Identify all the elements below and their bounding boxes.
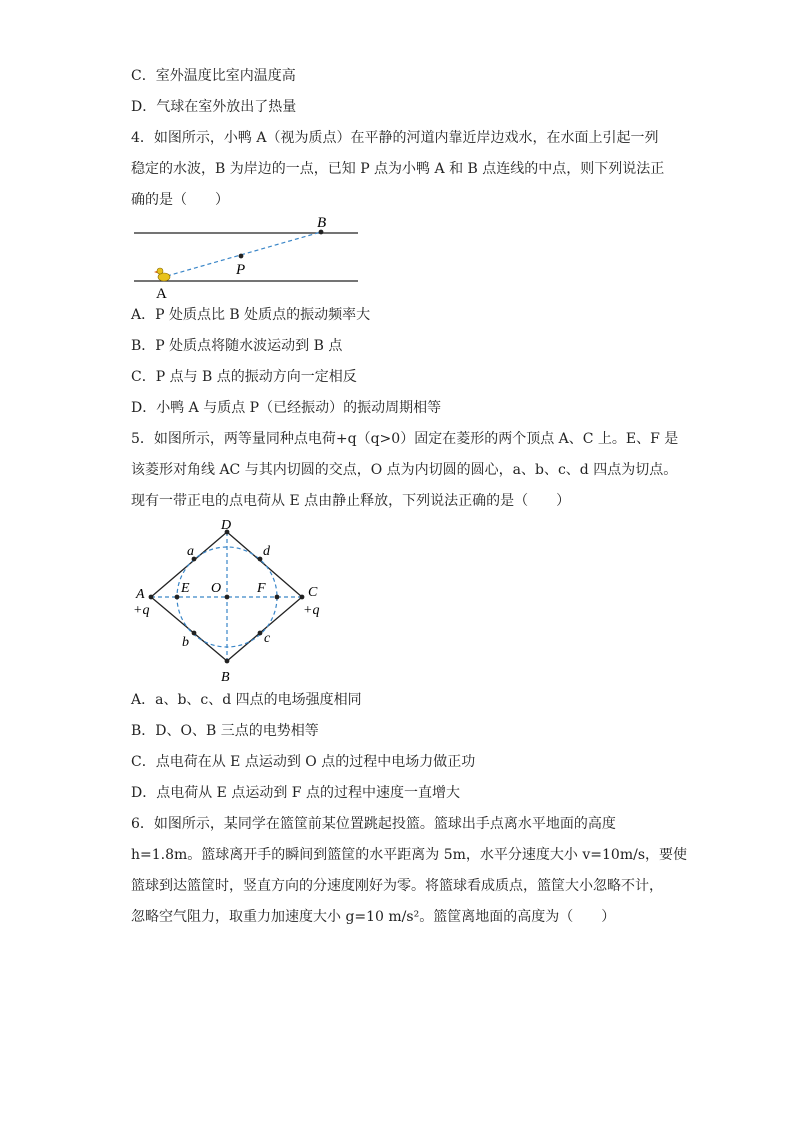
q5-stem-line1: 5．如图所示，两等量同种点电荷+q（q>0）固定在菱形的两个顶点 A、C 上。E、F 是 [131,431,679,447]
q5-option-b: B．D、O、B 三点的电势相等 [131,723,319,739]
label-d: D [221,518,232,533]
label-a: A [156,286,167,302]
q4-option-c: C．P 点与 B 点的振动方向一定相反 [131,369,357,385]
q4-option-a: A．P 处质点比 B 处质点的振动频率大 [131,307,371,323]
point-f [275,595,280,600]
q6-stem-line3: 篮球到达篮筐时，竖直方向的分速度刚好为零。将篮球看成质点，篮筐大小忽略不计， [131,878,663,894]
q6-stem-line2: h=1.8m。篮球离开手的瞬间到篮筐的水平距离为 5m，水平分速度大小 v=10m/s，要使 [131,847,687,863]
label-a: A [136,587,145,602]
q4-option-d: D．小鸭 A 与质点 P（已经振动）的振动周期相等 [131,400,442,416]
point-tangent-d [258,557,263,562]
label-f: F [257,581,266,596]
point-b [225,659,230,664]
label-charge-c: +q [303,603,320,618]
label-charge-a: +q [133,603,150,618]
point-c [300,595,305,600]
q6-stem-line1: 6．如图所示，某同学在篮筐前某位置跳起投篮。篮球出手点离水平地面的高度 [131,816,616,832]
point-e [175,595,180,600]
q4-river-figure [131,213,371,303]
label-b: B [317,215,327,231]
q5-option-a: A．a、b、c、d 四点的电场强度相同 [131,692,362,708]
q4-stem-line3: 确的是（ ） [131,192,229,208]
q4-option-b: B．P 处质点将随水波运动到 B 点 [131,338,343,354]
q5-stem-line2: 该菱形对角线 AC 与其内切圆的交点，O 点为内切圆的圆心，a、b、c、d 四点为切点。 [131,462,678,478]
label-p: P [236,262,246,278]
prev-option-d: D．气球在室外放出了热量 [131,99,297,115]
q5-option-d: D．点电荷从 E 点运动到 F 点的过程中速度一直增大 [131,785,460,801]
q4-stem-line2: 稳定的水波，B 为岸边的一点，已知 P 点为小鸭 A 和 B 点连线的中点，则下列说法正 [131,161,665,177]
label-tangent-a: a [187,544,194,559]
point-o [225,595,230,600]
label-tangent-c: c [264,631,271,646]
q5-option-c: C．点电荷在从 E 点运动到 O 点的过程中电场力做正功 [131,754,476,770]
point-tangent-c [258,631,263,636]
label-tangent-d: d [263,544,270,559]
q5-rhombus-figure [131,515,331,688]
q6-stem-line4: 忽略空气阻力，取重力加速度大小 g=10 m/s²。篮筐离地面的高度为（ ） [131,909,616,925]
label-c: C [308,585,318,600]
duck-icon [154,268,170,281]
point-p [239,254,244,259]
q5-stem-line3: 现有一带正电的点电荷从 E 点由静止释放，下列说法正确的是（ ） [131,493,571,509]
point-tangent-b [192,631,197,636]
label-b: B [221,670,230,685]
prev-option-c: C．室外温度比室内温度高 [131,68,296,84]
label-tangent-b: b [182,635,189,650]
label-e: E [181,581,190,596]
label-o: O [211,581,222,596]
point-a [149,595,154,600]
q4-stem-line1: 4．如图所示，小鸭 A（视为质点）在平静的河道内靠近岸边戏水，在水面上引起一列 [131,130,659,146]
